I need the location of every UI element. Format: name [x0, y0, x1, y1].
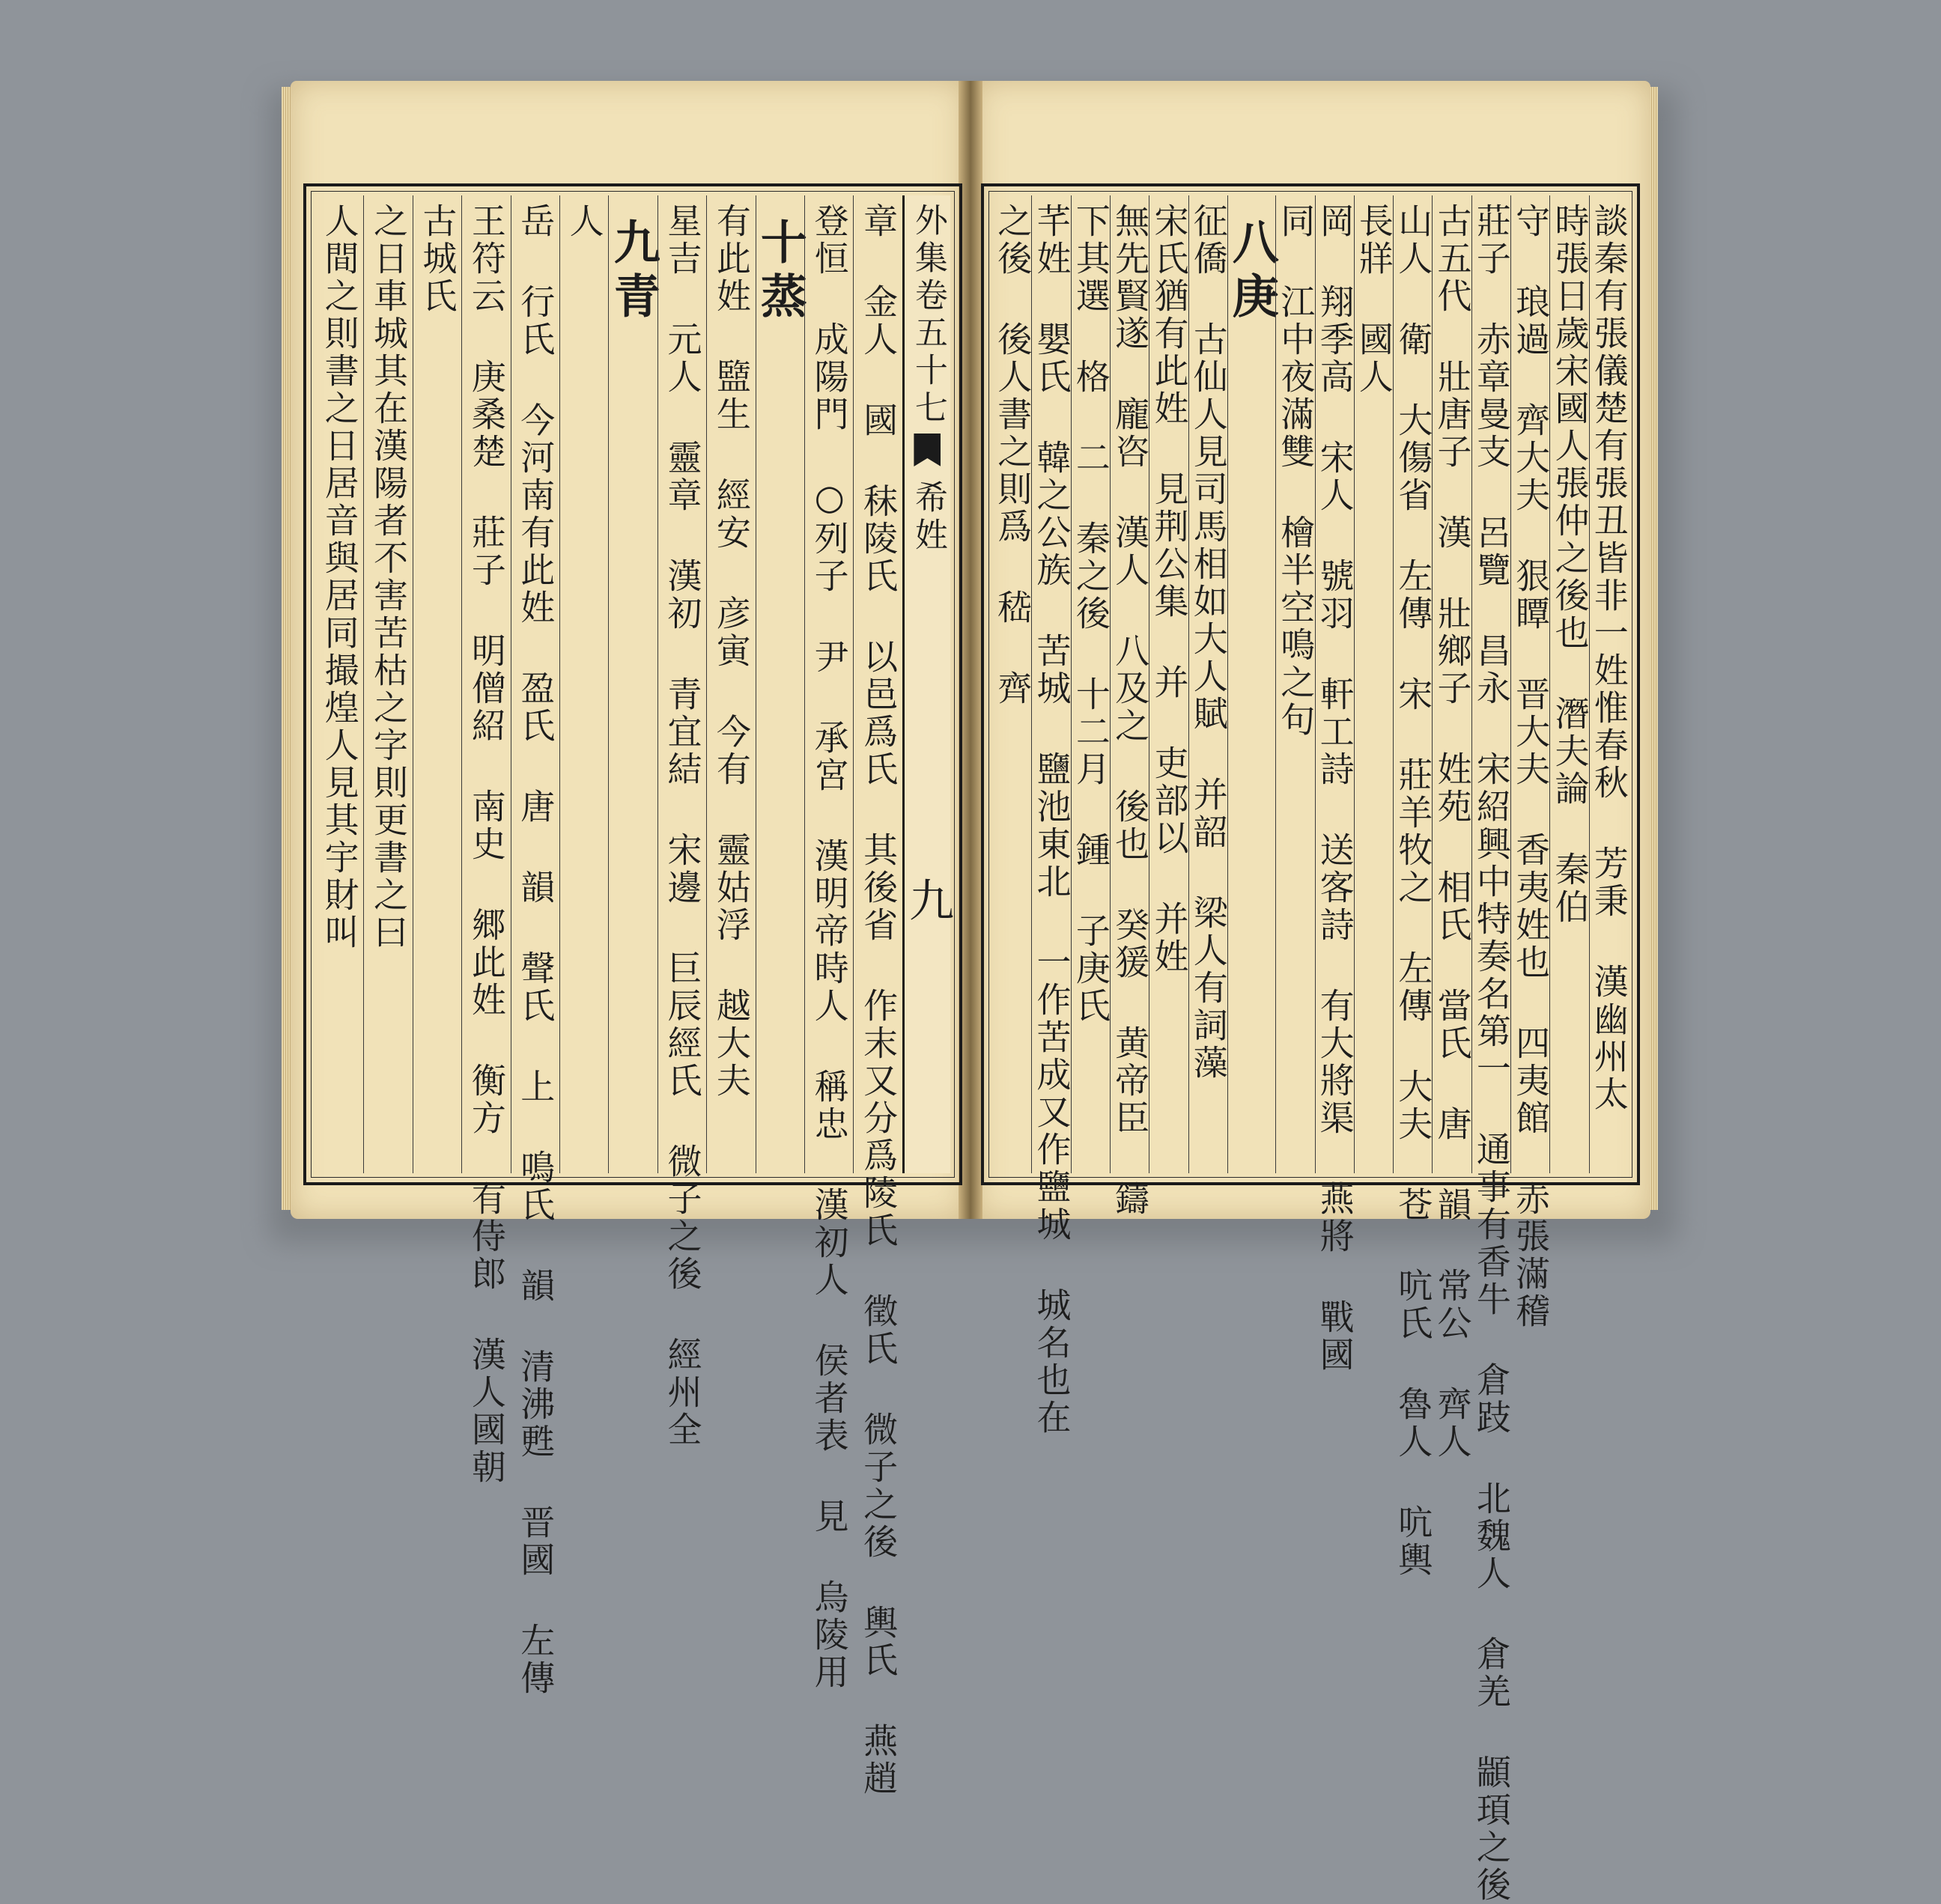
text-column — [1149, 195, 1188, 1173]
text-column — [1110, 195, 1151, 1218]
text-column — [461, 195, 510, 1486]
column-text: 同 江中夜滿雙 檜半空鳴之句 — [1275, 203, 1316, 739]
right-text-block — [981, 183, 1640, 1904]
banner-title: 外集卷五十七 — [908, 203, 947, 428]
text-column — [606, 195, 661, 1173]
column-text: 時張日歲宋國人張仲之後也 潛夫論 秦伯 — [1549, 203, 1591, 926]
column-text: 下其選 格 二 秦之後 十二月 鍾 子庚氏 — [1070, 203, 1111, 1025]
text-column — [706, 195, 755, 1173]
column-text: 之日車城其在漢陽者不害苦枯之字則更書之曰 — [368, 203, 409, 952]
column-text: 宋氏猶有此姓 見荆公集 并 吏部以 并姓 — [1149, 203, 1190, 976]
text-column — [413, 195, 461, 1173]
column-text: 守 琅過 齊大夫 狠瞫 晋大夫 香夷姓也 四夷館 赤張滿稽 — [1510, 203, 1552, 1330]
column-text: 古城氏 — [417, 203, 458, 315]
column-text: 古五代 壯唐子 漢 壯鄉子 姓苑 相氏 當氏 唐 韻 常公 齊人 — [1432, 203, 1473, 1461]
text-column — [993, 195, 1031, 1173]
column-text: 登恒 成陽門 ○列子 尹 承宮 漢明帝時人 稱忠 漢初人 侯者表 見 烏陵用 — [809, 203, 850, 1691]
page-number: 九 — [902, 877, 954, 926]
column-text: 長牂 國人 — [1353, 203, 1394, 396]
column-text: 之後 後人書之則爲 嵇 齊 — [992, 203, 1033, 708]
banner-subtitle: 希姓 — [908, 480, 947, 555]
fish-tail-mark — [914, 434, 941, 466]
text-column — [853, 195, 902, 1798]
text-column — [1188, 195, 1227, 1173]
column-text: 無先賢遂 龐咨 漢人 八及之 後也 癸猨 黄帝臣 鑄 — [1110, 203, 1151, 1218]
text-column — [559, 195, 608, 1173]
text-column — [1071, 195, 1110, 1173]
column-text: 征僑 古仙人見司馬相如大人賦 并韶 梁人有詞藻 — [1188, 203, 1229, 1082]
text-column — [1314, 195, 1355, 1374]
column-text: 山人 衛 大傷省 左傳 宋 莊羊牧之 左傳 大夫 苍 吭氏 魯人 吭輿 — [1393, 203, 1434, 1579]
text-column — [657, 195, 706, 1449]
text-column — [315, 195, 363, 1173]
right-columns — [992, 195, 1629, 1904]
left-text-block — [303, 183, 962, 1798]
text-column — [1432, 195, 1473, 1461]
text-column — [1510, 195, 1552, 1330]
column-text: 有此姓 盬生 經安 彦寅 今有 靈姑浮 越大夫 — [711, 203, 752, 1100]
column-text: 岡 翔季高 宋人 號羽 軒工詩 送客詩 有大將渠 燕將 戰國 — [1314, 203, 1355, 1374]
text-column — [804, 195, 853, 1691]
column-text: 莊子 赤章曼支 呂覽 昌永 宋紹興中特奏名第一 通事有香牛 倉跂 北魏人 倉羌 顓頊之後 — [1471, 203, 1512, 1904]
column-text: 談秦有張儀楚有張丑皆非一姓惟春秋 芳秉 漢幽州太 — [1588, 203, 1629, 1113]
banner-column — [902, 195, 954, 1173]
text-column — [753, 195, 808, 1173]
column-text: 章 金人 國 秣陵氏 以邑爲氏 其後省 作末又分爲陵氏 徵氏 微子之後 輿氏 燕趙 — [858, 203, 899, 1798]
text-column — [1549, 195, 1591, 1173]
text-column — [511, 195, 559, 1697]
left-columns — [315, 195, 954, 1798]
text-column — [1393, 195, 1434, 1579]
column-text: 王符云 庚桑楚 莊子 明僧紹 南史 郷此姓 衡方 有侍郎 漢人國朝 — [466, 203, 507, 1486]
rhyme-heading: 八庚 — [1224, 218, 1280, 326]
column-text: 人間之則書之日居音與居同撮煌人見其宇財叫 — [319, 203, 360, 952]
column-text: 芊姓 嬰氏 韓之公族 苦城 鹽池東北 一作苦成又作鹽城 城名也在 — [1031, 203, 1072, 1437]
rhyme-heading: 九青 — [606, 218, 661, 326]
rhyme-heading: 十蒸 — [753, 218, 808, 326]
text-column — [363, 195, 412, 1173]
text-column — [1354, 195, 1393, 1173]
column-text: 岳 行氏 今河南有此姓 盈氏 唐 韻 聲氏 上 鳴氏 韻 清沸甦 晋國 左傳 — [515, 203, 556, 1697]
text-column — [1589, 195, 1628, 1173]
column-text: 星吉 元人 靈章 漢初 青宜結 宋邊 巨辰經氏 微子之後 經州全 — [662, 203, 703, 1449]
text-column — [1471, 195, 1512, 1904]
text-column — [1031, 195, 1072, 1437]
text-column — [1224, 195, 1280, 1173]
text-column — [1275, 195, 1314, 1173]
column-text: 人 — [564, 203, 605, 240]
